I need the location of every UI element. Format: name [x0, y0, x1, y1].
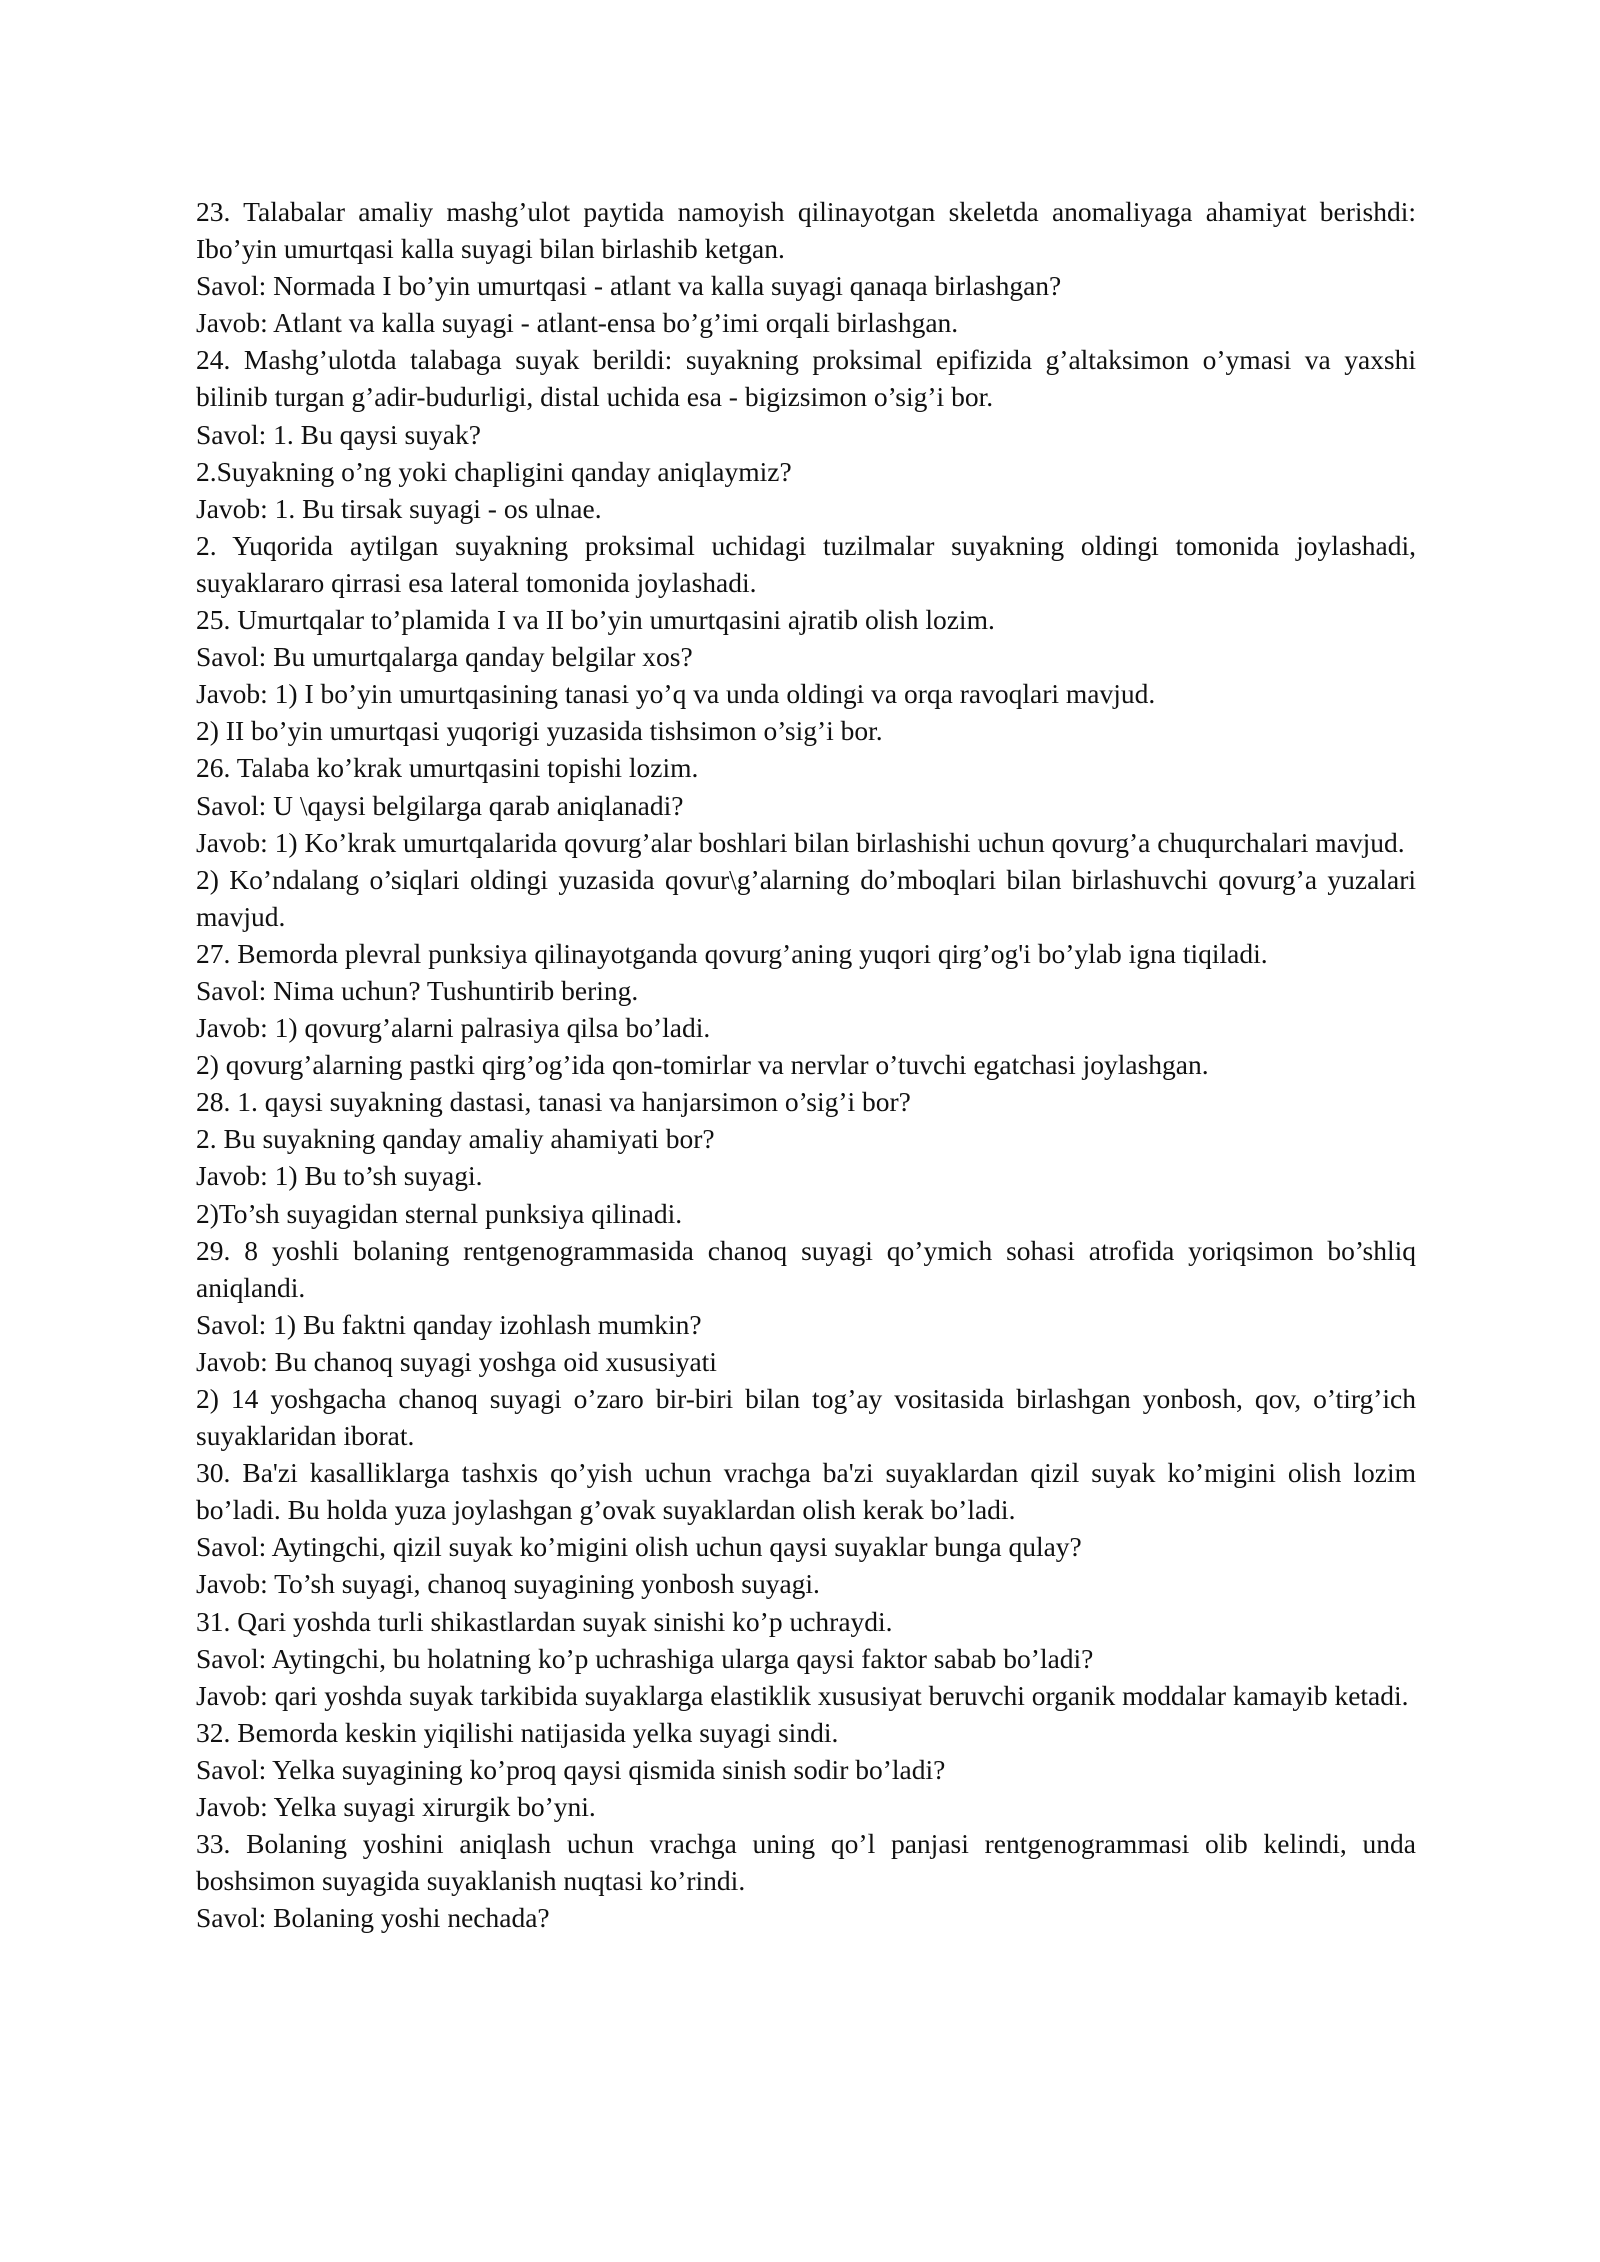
text-paragraph: Savol: 1) Bu faktni qanday izohlash mumkin?: [196, 1308, 702, 1340]
text-paragraph: 27. Bemorda plevral punksiya qilinayotganda qovurg’aning yuqori qirg’og'i bo’ylab igna tiqiladi.: [196, 937, 1268, 969]
text-paragraph: Javob: 1) qovurg’alarni palrasiya qilsa bo’ladi.: [196, 1012, 711, 1044]
text-paragraph: 2. Bu suyakning qanday amaliy ahamiyati bor?: [196, 1123, 715, 1155]
text-paragraph: 30. Ba'zi kasalliklarga tashxis qo’yish uchun vrachga ba'zi suyaklardan qizil suyak ko’migini olish lozim bo’ladi. Bu holda yuza joylashgan g’ovak suyaklardan olish kerak bo’ladi.: [196, 1457, 1416, 1526]
text-paragraph: Savol: Bu umurtqalarga qanday belgilar xos?: [196, 641, 693, 673]
text-paragraph: 25. Umurtqalar to’plamida I va II bo’yin umurtqasini ajratib olish lozim.: [196, 604, 995, 636]
text-paragraph: 2) Ko’ndalang o’siqlari oldingi yuzasida qovur\g’alarning do’mboqlari bilan birlashuvchi qovurg’a yuzalari mavjud.: [196, 863, 1416, 932]
text-paragraph: Savol: U \qaysi belgilarga qarab aniqlanadi?: [196, 789, 684, 821]
text-paragraph: 2) II bo’yin umurtqasi yuqorigi yuzasida tishsimon o’sig’i bor.: [196, 715, 883, 747]
text-paragraph: 2.Suyakning o’ng yoki chapligini qanday aniqlaymiz?: [196, 455, 792, 487]
text-paragraph: 24. Mashg’ulotda talabaga suyak berildi: suyakning proksimal epifizida g’altaksimon o’ymasi va yaxshi bilinib turgan g’adir-budurligi, distal uchida esa - bigizsimon o’sig’i bor.: [196, 344, 1416, 413]
text-paragraph: Savol: Aytingchi, bu holatning ko’p uchrashiga ularga qaysi faktor sabab bo’ladi?: [196, 1642, 1094, 1674]
text-paragraph: Javob: Atlant va kalla suyagi - atlant-ensa bo’g’imi orqali birlashgan.: [196, 307, 959, 339]
text-paragraph: Savol: Normada I bo’yin umurtqasi - atlant va kalla suyagi qanaqa birlashgan?: [196, 270, 1062, 302]
text-paragraph: Javob: 1) Ko’krak umurtqalarida qovurg’alar boshlari bilan birlashishi uchun qovurg’a chuqurchalari mavjud.: [196, 826, 1405, 858]
text-paragraph: 2)To’sh suyagidan sternal punksiya qilinadi.: [196, 1197, 683, 1229]
text-paragraph: Javob: Bu chanoq suyagi yoshga oid xususiyati: [196, 1345, 717, 1377]
text-paragraph: 31. Qari yoshda turli shikastlardan suyak sinishi ko’p uchraydi.: [196, 1605, 893, 1637]
text-paragraph: Savol: Bolaning yoshi nechada?: [196, 1902, 550, 1934]
text-paragraph: Javob: Yelka suyagi xirurgik bo’yni.: [196, 1791, 596, 1823]
text-paragraph: Javob: To’sh suyagi, chanoq suyagining yonbosh suyagi.: [196, 1568, 820, 1600]
text-paragraph: Savol: 1. Bu qaysi suyak?: [196, 418, 481, 450]
text-paragraph: 26. Talaba ko’krak umurtqasini topishi lozim.: [196, 752, 699, 784]
text-paragraph: 2) qovurg’alarning pastki qirg’og’ida qon-tomirlar va nervlar o’tuvchi egatchasi joylashgan.: [196, 1049, 1209, 1081]
text-paragraph: 2. Yuqorida aytilgan suyakning proksimal uchidagi tuzilmalar suyakning oldingi tomonida joylashadi, suyaklararo qirrasi esa lateral tomonida joylashadi.: [196, 529, 1416, 598]
text-paragraph: 33. Bolaning yoshini aniqlash uchun vrachga uning qo’l panjasi rentgenogrammasi olib kelindi, unda boshsimon suyagida suyaklanish nuqtasi ko’rindi.: [196, 1828, 1416, 1897]
document-body: [196, 193, 1416, 1936]
text-paragraph: Savol: Aytingchi, qizil suyak ko’migini olish uchun qaysi suyaklar bunga qulay?: [196, 1531, 1082, 1563]
text-paragraph: Javob: 1) Bu to’sh suyagi.: [196, 1160, 483, 1192]
text-paragraph: Javob: qari yoshda suyak tarkibida suyaklarga elastiklik xususiyat beruvchi organik moddalar kamayib ketadi.: [196, 1679, 1409, 1711]
text-paragraph: Savol: Yelka suyagining ko’proq qaysi qismida sinish sodir bo’ladi?: [196, 1753, 946, 1785]
text-paragraph: Savol: Nima uchun? Tushuntirib bering.: [196, 974, 639, 1006]
text-paragraph: Javob: 1. Bu tirsak suyagi - os ulnae.: [196, 492, 602, 524]
text-paragraph: 28. 1. qaysi suyakning dastasi, tanasi va hanjarsimon o’sig’i bor?: [196, 1086, 911, 1118]
text-paragraph: 29. 8 yoshli bolaning rentgenogrammasida chanoq suyagi qo’ymich sohasi atrofida yoriqsimon bo’shliq aniqlandi.: [196, 1234, 1416, 1303]
document-page: [196, 193, 1416, 1936]
text-paragraph: Javob: 1) I bo’yin umurtqasining tanasi yo’q va unda oldingi va orqa ravoqlari mavjud.: [196, 678, 1156, 710]
text-paragraph: 32. Bemorda keskin yiqilishi natijasida yelka suyagi sindi.: [196, 1716, 839, 1748]
text-paragraph: 2) 14 yoshgacha chanoq suyagi o’zaro bir-biri bilan tog’ay vositasida birlashgan yonbosh, qov, o’tirg’ich suyaklaridan iborat.: [196, 1383, 1416, 1452]
text-paragraph: 23. Talabalar amaliy mashg’ulot paytida namoyish qilinayotgan skeletda anomaliyaga ahamiyat berishdi: Ibo’yin umurtqasi kalla suyagi bilan birlashib ketgan.: [196, 196, 1416, 265]
